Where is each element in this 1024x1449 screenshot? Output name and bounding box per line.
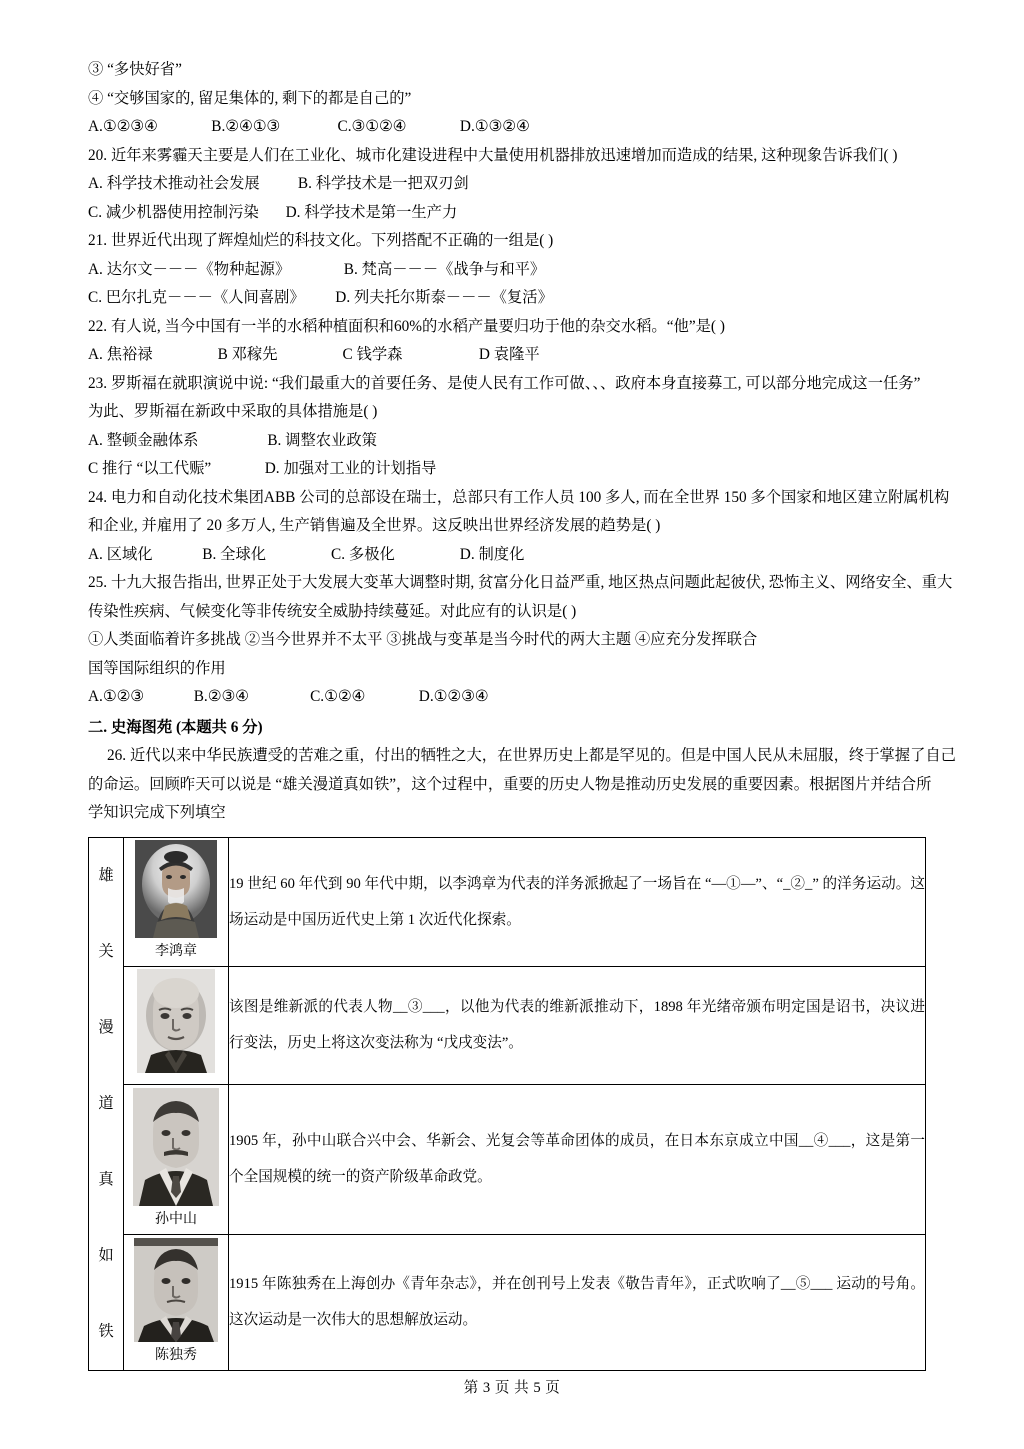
portrait-cell [124,966,229,1084]
question-25-stem-line2: 传染性疾病、气候变化等非传统安全威胁持续蔓延。对此应有的认识是( ) [88,602,577,620]
choice-item-3: ③ “多快好省” [88,61,182,78]
question-24-options: A. 区域化 B. 全球化 C. 多极化 D. 制度化 [88,545,525,563]
question-22-options: A. 焦裕禄 B 邓稼先 C 钱学森 D 袁隆平 [88,346,540,363]
portrait-sun-zhongshan-icon [133,1088,219,1206]
portrait-name: 李鸿章 [155,944,197,960]
portrait-liang-qichao-icon [137,969,215,1073]
table-row [89,1234,926,1370]
question-26-stem-line3: 学知识完成下列填空 [88,804,226,821]
page-number: 第 3 页 共 5 页 [463,1380,561,1396]
question-24-stem-line2: 和企业, 并雇用了 20 多万人, 生产销售遍及全世界。这反映出世界经济发展的趋势是( ) [88,517,661,534]
vertical-title-cell [89,837,124,1370]
vertical-title-chars [89,838,123,1370]
table-row [89,837,926,966]
portrait-wrapper [137,969,215,1076]
vertical-char: 铁 [98,1322,114,1340]
portrait-chen-duxiu-icon [134,1238,218,1342]
vertical-char: 如 [98,1246,114,1264]
vertical-char: 漫 [98,1018,114,1036]
question-20-stem: 20. 近年来雾霾天主要是人们在工业化、城市化建设进程中大量使用机器排放迅速增加而造成的结果, 这种现象告诉我们( ) [88,146,898,164]
vertical-char: 关 [98,942,114,960]
question-23-options-cd: C 推行 “以工代赈” D. 加强对工业的计划指导 [88,460,437,477]
question-21-stem: 21. 世界近代出现了辉煌灿烂的科技文化。下列搭配不正确的一组是( ) [88,232,554,249]
question-23-stem-line2: 为此、罗斯福在新政中采取的具体措施是( ) [88,403,378,420]
question-21-options-ab: A. 达尔文－－－《物种起源》 B. 梵高－－－《战争与和平》 [88,260,546,278]
portrait-cell [124,1084,229,1234]
portrait-name: 孙中山 [155,1211,197,1227]
question-23-stem-line1: 23. 罗斯福在就职演说中说: “我们最重大的首要任务、是使人民有工作可做、、、政府本身直接募工, 可以部分地完成这一任务” [88,374,921,392]
question-26-stem-line1: 26. 近代以来中华民族遭受的苦难之重，付出的牺牲之大，在世界历史上都是罕见的。但是中国人民从未屈服，终于掌握了自己 [107,747,956,764]
section-2-heading: 二. 史海图苑 (本题共 6 分) [88,718,263,736]
portrait-name: 陈独秀 [155,1347,197,1363]
question-20-options-ab: A. 科学技术推动社会发展 B. 科学技术是一把双刃剑 [88,175,469,192]
question-25-items-line1: ①人类面临着许多挑战 ②当今世界并不太平 ③挑战与变革是当今时代的两大主题 ④应充分发挥联合 [88,631,758,648]
portrait-li-hongzhang-icon [135,840,217,938]
question-26-stem-line2: 的命运。回顾昨天可以说是 “雄关漫道真如铁”，这个过程中，重要的历史人物是推动历史发展的重要因素。根据图片并结合所 [88,775,932,793]
question-25-options: A.①②③ B.②③④ C.①②④ D.①②③④ [88,688,489,705]
portrait-wrapper [135,840,217,963]
question-25-items-line2: 国等国际组织的作用 [88,659,226,677]
figure-description: 1905 年，孙中山联合兴中会、华新会、光复会等革命团体的成员，在日本东京成立中国__④___，这是第一个全国规模的统一的资产阶级革命政党。 [229,1084,926,1234]
question-22-stem: 22. 有人说, 当今中国有一半的水稻种植面积和60%的水稻产量要归功于他的杂交水稻。“他”是( ) [88,317,725,335]
question-25-stem-line1: 25. 十九大报告指出, 世界正处于大发展大变革大调整时期, 贫富分化日益严重, 地区热点问题此起彼伏, 恐怖主义、网络安全、重大 [88,574,953,591]
table-row [89,966,926,1084]
question-23-options-ab: A. 整顿金融体系 B. 调整农业政策 [88,431,377,449]
portrait-wrapper [133,1088,219,1231]
vertical-char: 道 [98,1094,114,1112]
vertical-char: 真 [98,1170,114,1188]
vertical-char: 雄 [98,866,114,884]
table-row [89,1084,926,1234]
figure-description: 该图是维新派的代表人物__③___，以他为代表的维新派推动下，1898 年光绪帝颁布明定国是诏书，决议进行变法，历史上将这次变法称为 “戊戌变法”。 [229,966,926,1084]
portrait-cell [124,837,229,966]
figure-description: 19 世纪 60 年代到 90 年代中期，以李鸿章为代表的洋务派掀起了一场旨在 “—①—”、“_②_” 的洋务运动。这场运动是中国历近代史上第 1 次近代化探索。 [229,837,926,966]
portrait-cell [124,1234,229,1370]
portrait-wrapper [134,1238,218,1367]
question-19-options: A.①②③④ B.②④①③ C.③①②④ D.①③②④ [88,118,530,135]
choice-item-4: ④ “交够国家的, 留足集体的, 剩下的都是自己的” [88,89,412,107]
figure-description: 1915 年陈独秀在上海创办《青年杂志》，并在创刊号上发表《敬告青年》，正式吹响了__⑤___ 运动的号角。这次运动是一次伟大的思想解放运动。 [229,1234,926,1370]
page-footer [0,1376,1024,1397]
history-figures-table [88,837,926,1371]
question-21-options-cd: C. 巴尔扎克－－－《人间喜剧》 D. 列夫托尔斯泰－－－《复活》 [88,289,553,306]
question-20-options-cd: C. 减少机器使用控制污染 D. 科学技术是第一生产力 [88,203,458,221]
question-24-stem-line1: 24. 电力和自动化技术集团ABB 公司的总部设在瑞士，总部只有工作人员 100 多人, 而在全世界 150 多个国家和地区建立附属机构 [88,488,950,506]
